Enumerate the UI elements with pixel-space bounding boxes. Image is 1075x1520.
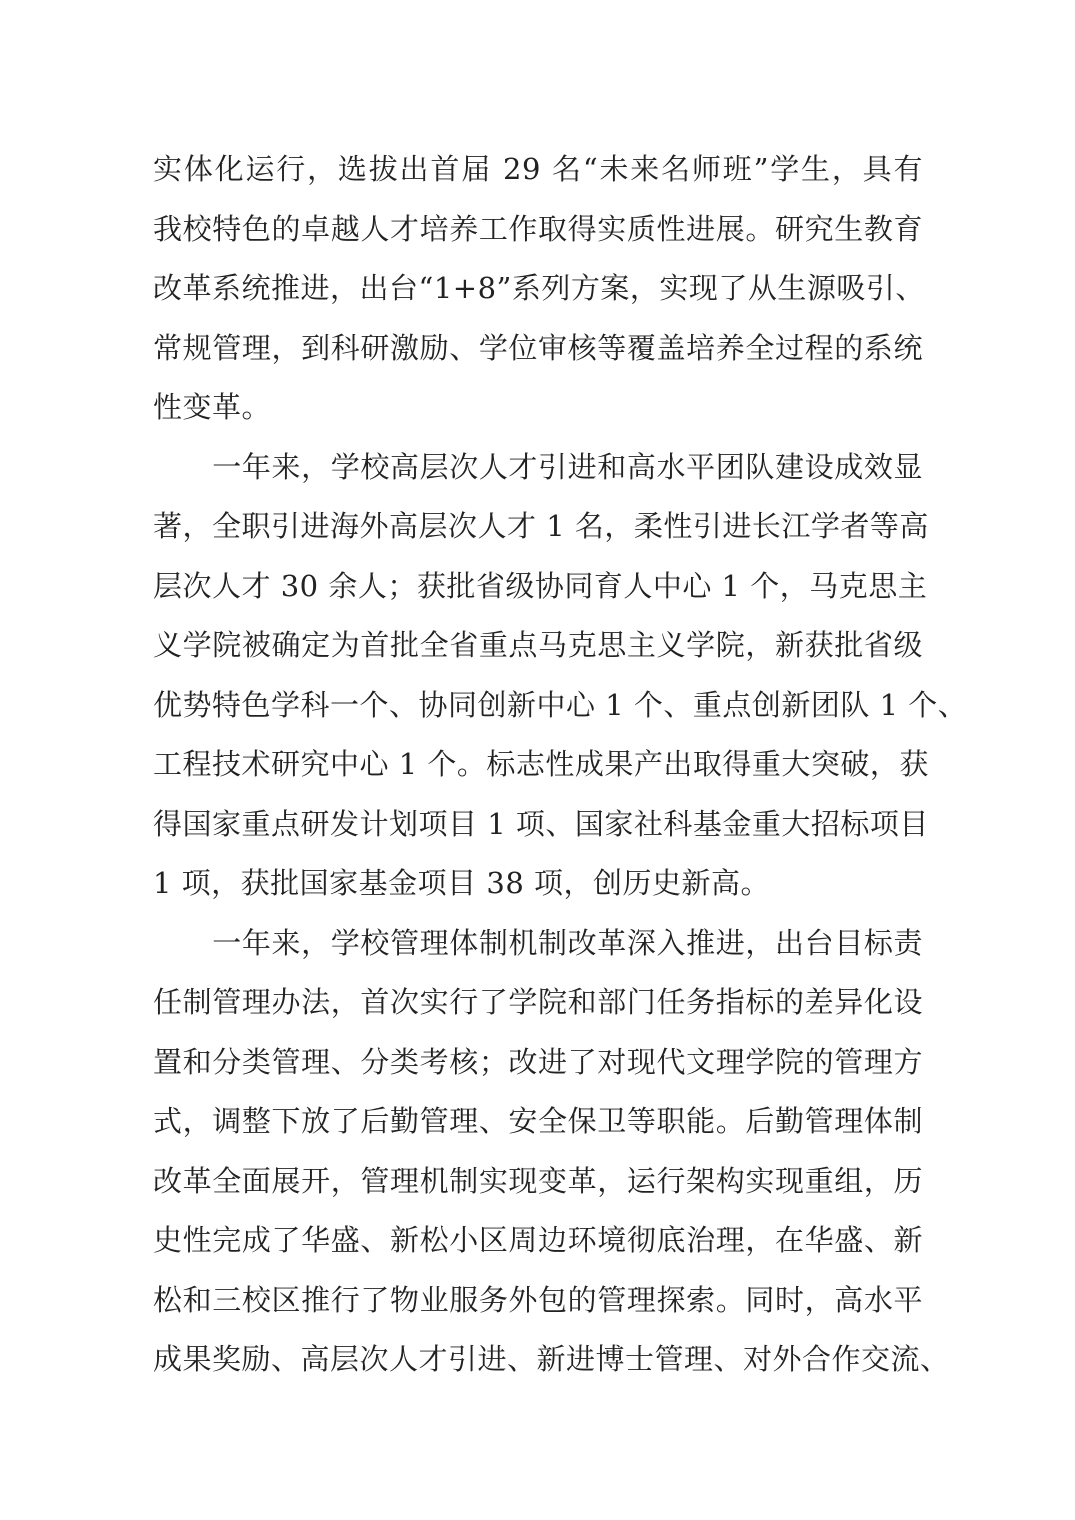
text-line: 优势特色学科一个、协同创新中心 1 个、重点创新团队 1 个、 (153, 687, 968, 722)
text-line: 一年来，学校高层次人才引进和高水平团队建设成效显 (153, 449, 923, 484)
text-line: 史性完成了华盛、新松小区周边环境彻底治理，在华盛、新 (153, 1223, 923, 1257)
text-line: 得国家重点研发计划项目 1 项、国家社科基金重大招标项目 (153, 806, 929, 841)
text-line: 置和分类管理、分类考核；改进了对现代文理学院的管理方 (153, 1044, 923, 1079)
body-text (153, 140, 968, 1390)
text-line: 我校特色的卓越人才培养工作取得实质性进展。研究生教育 (153, 211, 923, 246)
text-line: 层次人才 30 余人；获批省级协同育人中心 1 个，马克思主 (153, 568, 928, 603)
paragraph (153, 914, 950, 1390)
text-line: 改革系统推进，出台“1+8”系列方案，实现了从生源吸引、 (153, 271, 925, 305)
text-line: 常规管理，到科研激励、学位审核等覆盖培养全过程的系统 (153, 330, 923, 365)
text-line: 一年来，学校管理体制机制改革深入推进，出台目标责 (153, 925, 923, 960)
text-line: 实体化运行，选拔出首届 29 名“未来名师班”学生，具有 (153, 152, 923, 186)
text-line: 松和三校区推行了物业服务外包的管理探索。同时，高水平 (153, 1282, 923, 1317)
text-line: 改革全面展开，管理机制实现变革，运行架构实现重组，历 (153, 1163, 923, 1198)
paragraph (153, 438, 968, 914)
paragraph (153, 140, 923, 438)
text-line: 著，全职引进海外高层次人才 1 名，柔性引进长江学者等高 (153, 509, 929, 543)
text-line: 式，调整下放了后勤管理、安全保卫等职能。后勤管理体制 (153, 1104, 923, 1138)
text-line: 性变革。 (153, 390, 272, 424)
text-line: 义学院被确定为首批全省重点马克思主义学院，新获批省级 (153, 628, 923, 662)
text-line: 成果奖励、高层次人才引进、新进博士管理、对外合作交流、 (153, 1342, 950, 1376)
text-line: 任制管理办法，首次实行了学院和部门任务指标的差异化设 (153, 985, 923, 1019)
text-line: 1 项，获批国家基金项目 38 项，创历史新高。 (153, 866, 771, 900)
text-line: 工程技术研究中心 1 个。标志性成果产出取得重大突破，获 (153, 747, 929, 781)
